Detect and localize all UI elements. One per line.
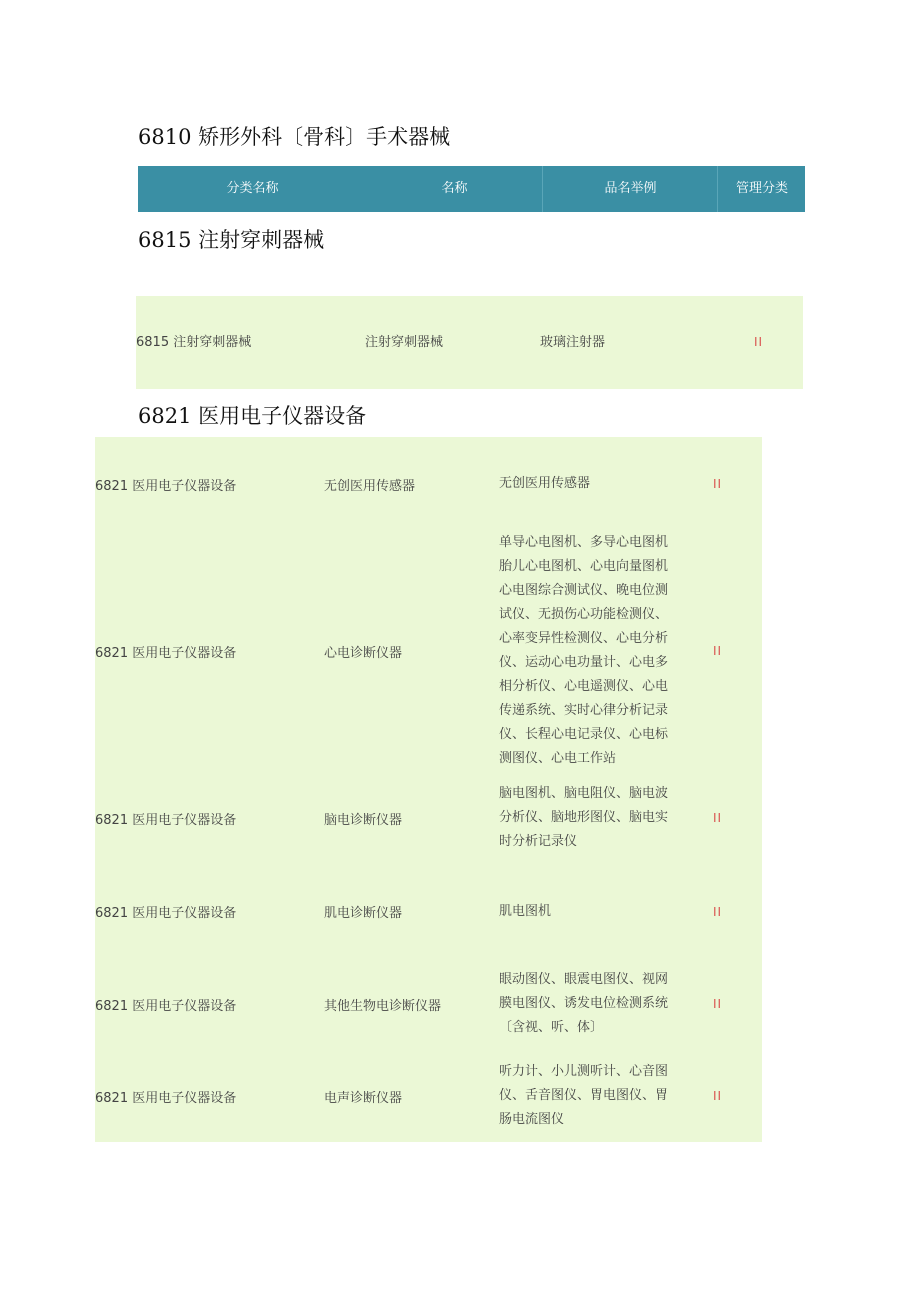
cell-category: 6821 医用电子仪器设备 [95, 812, 237, 828]
cell-class: II [713, 904, 723, 919]
cell-class: II [713, 811, 723, 825]
header-class: 管理分类 [717, 166, 806, 212]
cell-class: II [713, 1089, 723, 1103]
cell-name: 电声诊断仪器 [324, 1090, 403, 1106]
cell-category: 6821 医用电子仪器设备 [95, 478, 237, 494]
cell-category: 6821 医用电子仪器设备 [95, 1090, 237, 1106]
cell-name: 肌电诊断仪器 [324, 906, 403, 921]
cell-example: 肌电图机 [499, 903, 552, 919]
cell-example: 单导心电图机、多导心电图机胎儿心电图机、心电向量图机心电图综合测试仪、晚电位测试仪、无损伤心功能检测仪、心率变异性检测仪、心电分析仪、运动心电功量计、心电多相分析仪、心电遥测仪、心电传递系统、实时心律分析记录仪、长程心电记录仪、心电标测图仪、心电工作站 [499, 535, 669, 766]
table-row [95, 865, 762, 958]
cell-category: 6815 注射穿刺器械 [136, 335, 252, 350]
table-row [95, 531, 762, 771]
cell-class: II [713, 997, 723, 1011]
cell-category: 6821 医用电子仪器设备 [95, 645, 237, 661]
cell-name: 其他生物电诊断仪器 [324, 998, 442, 1014]
cell-name: 心电诊断仪器 [324, 645, 403, 661]
section-heading-6815: 6815 注射穿刺器械 [138, 228, 325, 252]
cell-category: 6821 医用电子仪器设备 [95, 906, 237, 921]
cell-example: 玻璃注射器 [540, 335, 606, 350]
header-examples: 品名举例 [542, 166, 718, 212]
table-row [95, 958, 762, 1050]
cell-name: 脑电诊断仪器 [324, 812, 403, 828]
cell-example: 眼动图仪、眼震电图仪、视网膜电图仪、诱发电位检测系统〔含视、听、体〕 [499, 972, 669, 1035]
table-row [95, 1050, 762, 1142]
table-header [138, 166, 805, 212]
table-row [95, 771, 762, 865]
table-6821 [95, 437, 762, 1142]
cell-class: II [754, 335, 764, 349]
cell-example: 听力计、小儿测听计、心音图仪、舌音图仪、胃电图仪、胃肠电流图仪 [499, 1064, 669, 1127]
header-category: 分类名称 [226, 181, 279, 196]
cell-name: 注射穿刺器械 [365, 335, 444, 350]
cell-example: 无创医用传感器 [499, 476, 591, 491]
table-row [95, 437, 762, 531]
cell-name: 无创医用传感器 [324, 478, 416, 494]
table-6815 [136, 296, 803, 389]
cell-class: II [713, 477, 723, 491]
cell-example: 脑电图机、脑电阻仪、脑电波分析仪、脑地形图仪、脑电实时分析记录仪 [499, 786, 669, 849]
cell-class: II [713, 644, 723, 658]
header-name: 名称 [441, 181, 468, 196]
section-heading-6810: 6810 矫形外科〔骨科〕手术器械 [138, 125, 451, 149]
section-heading-6821: 6821 医用电子仪器设备 [138, 404, 367, 428]
cell-category: 6821 医用电子仪器设备 [95, 998, 237, 1014]
